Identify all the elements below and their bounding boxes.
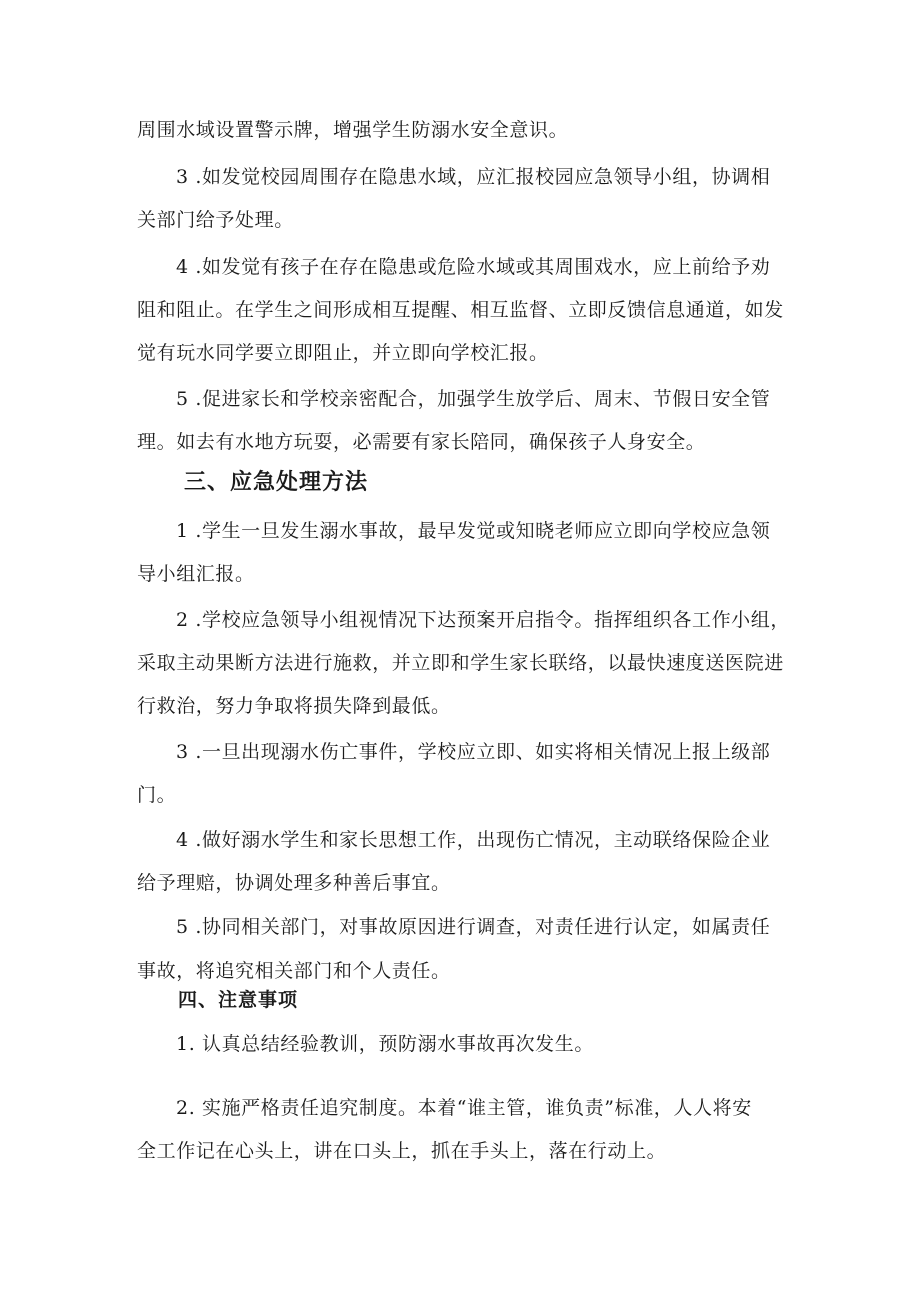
list-item-line: 3 .一旦出现溺水伤亡事件，学校应立即、如实将相关情况上报上级部 — [176, 741, 771, 763]
paragraph-line: 周围水域设置警示牌，增强学生防溺水安全意识。 — [137, 119, 569, 141]
list-item-line: 门。 — [137, 784, 177, 806]
list-item-line: 4 .做好溺水学生和家长思想工作，出现伤亡情况，主动联络保险企业 — [176, 829, 771, 851]
list-item-line: 4 .如发觉有孩子在存在隐患或危险水域或其周围戏水，应上前给予劝 — [176, 256, 771, 278]
list-item-line: 觉有玩水同学要立即阻止，并立即向学校汇报。 — [137, 342, 549, 364]
list-item-line: 1. 认真总结经验教训，预防溺水事故再次发生。 — [176, 1033, 594, 1055]
section-heading: 三、应急处理方法 — [184, 470, 369, 495]
list-item-line: 关部门给予处理。 — [137, 209, 294, 231]
list-item-line: 5 .协同相关部门，对事故原因进行调查，对责任进行认定，如属责任 — [176, 916, 771, 938]
list-item-line: 采取主动果断方法进行施救，并立即和学生家长联络，以最快速度送医院进 — [137, 652, 784, 674]
list-item-line: 3 .如发觉校园周围存在隐患水域，应汇报校园应急领导小组，协调相 — [176, 166, 771, 188]
list-item-line: 事故，将追究相关部门和个人责任。 — [137, 960, 451, 982]
list-item-line: 给予理赔，协调处理多种善后事宜。 — [137, 872, 451, 894]
list-item-line: 1 .学生一旦发生溺水事故，最早发觉或知晓老师应立即向学校应急领 — [176, 520, 771, 542]
list-item-line: 阻和阻止。在学生之间形成相互提醒、相互监督、立即反馈信息通道，如发 — [137, 299, 784, 321]
list-item-line: 理。如去有水地方玩耍，必需要有家长陪同，确保孩子人身安全。 — [137, 431, 706, 453]
list-item-line: 行救治，努力争取将损失降到最低。 — [137, 695, 451, 717]
list-item-line: 2 .学校应急领导小组视情况下达预案开启指令。指挥组织各工作小组， — [176, 609, 790, 631]
list-item-line: 2. 实施严格责任追究制度。本着“谁主管，谁负责”标准，人人将安 — [176, 1097, 752, 1119]
section-heading: 四、注意事项 — [178, 989, 299, 1011]
list-item-line: 5 .促进家长和学校亲密配合，加强学生放学后、周末、节假日安全管 — [176, 388, 771, 410]
list-item-line: 全工作记在心头上，讲在口头上，抓在手头上，落在行动上。 — [137, 1140, 667, 1162]
list-item-line: 导小组汇报。 — [137, 563, 255, 585]
